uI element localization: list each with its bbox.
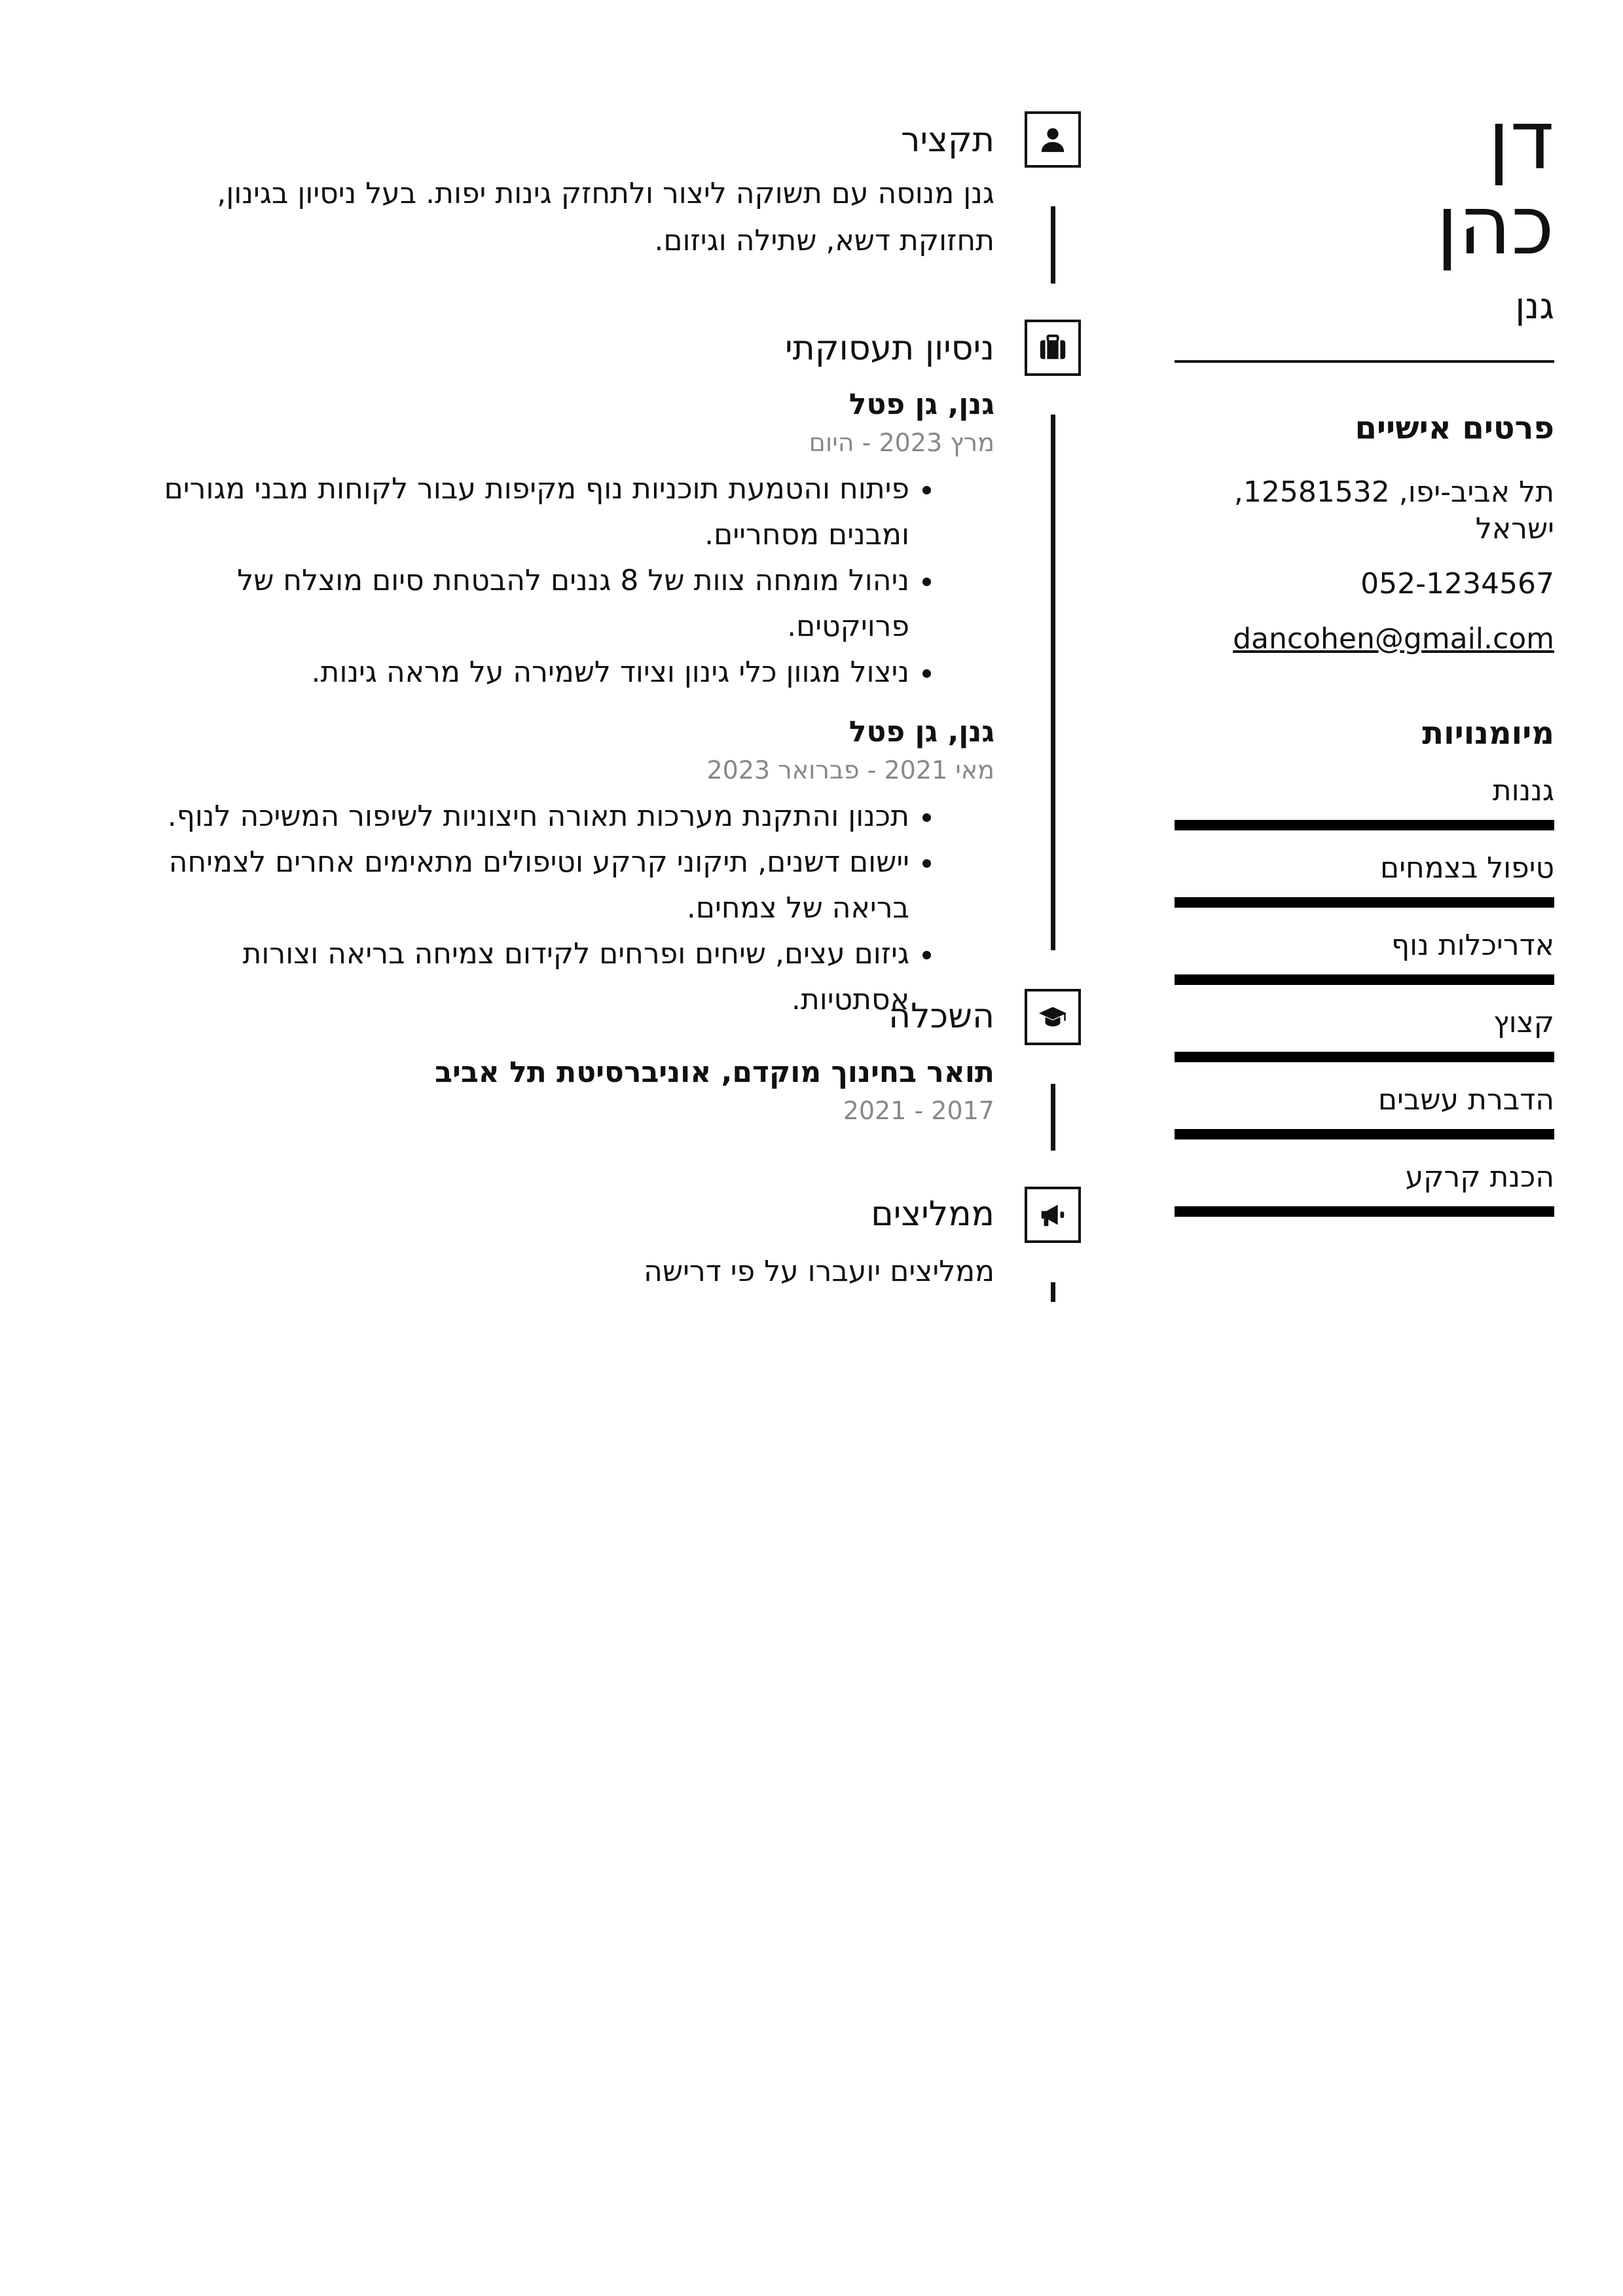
timeline-line bbox=[1051, 1084, 1055, 1151]
job-dates: מאי 2021 - פברואר 2023 bbox=[706, 756, 994, 785]
skill-level-bar bbox=[1175, 820, 1554, 830]
job-title-employer: גנן, גן פטל bbox=[848, 715, 994, 749]
skill-item bbox=[1175, 1005, 1554, 1062]
bullet-item: • יישום דשנים, תיקוני קרקע וטיפולים מתאימים אחרים לצמיחה בריאה של צמחים. bbox=[143, 840, 909, 931]
experience-heading: ניסיון תעסוקתי bbox=[784, 329, 994, 368]
skill-item bbox=[1175, 850, 1554, 908]
job-entry bbox=[143, 386, 994, 695]
timeline-line bbox=[1051, 206, 1055, 284]
skill-item bbox=[1175, 1082, 1554, 1139]
skill-item bbox=[1175, 927, 1554, 985]
summary-heading: תקציר bbox=[901, 120, 994, 160]
skill-label: טיפול בצמחים bbox=[1379, 851, 1554, 885]
experience-section bbox=[143, 327, 994, 1023]
skill-label: הדברת עשבים bbox=[1377, 1083, 1554, 1117]
phone: 052-1234567 bbox=[1360, 567, 1554, 601]
skills-list bbox=[1175, 773, 1554, 1217]
job-entry bbox=[143, 714, 994, 1023]
timeline-line bbox=[1051, 1282, 1055, 1302]
summary-text: גנן מנוסה עם תשוקה ליצור ולתחזק גינות יפות. בעל ניסיון בגינון, תחזוקת דשא, שתילה וגיזום. bbox=[217, 177, 994, 257]
email-text[interactable]: dancohen@gmail.com bbox=[1233, 622, 1554, 656]
education-dates: 2017 - 2021 bbox=[843, 1096, 994, 1125]
skill-item bbox=[1175, 1159, 1554, 1217]
skill-level-bar bbox=[1175, 974, 1554, 985]
job-dates: מרץ 2023 - היום bbox=[809, 428, 994, 457]
email-link[interactable] bbox=[1175, 621, 1554, 657]
education-heading: השכלה bbox=[888, 997, 994, 1036]
skill-label: גננות bbox=[1492, 774, 1554, 807]
graduation-cap-icon bbox=[1025, 989, 1081, 1045]
summary-section bbox=[143, 119, 994, 265]
references-text: ממליצים יועברו על פי דרישה bbox=[644, 1255, 994, 1288]
degree: תואר בחינוך מוקדם, אוניברסיטת תל אביב bbox=[435, 1056, 994, 1089]
megaphone-icon bbox=[1025, 1187, 1081, 1243]
bullet-item: • תכנון והתקנת מערכות תאורה חיצוניות לשיפור המשיכה לנוף. bbox=[143, 794, 909, 840]
skill-level-bar bbox=[1175, 1129, 1554, 1139]
skill-level-bar bbox=[1175, 897, 1554, 908]
skill-item bbox=[1175, 773, 1554, 830]
bullet-item: • ניצול מגוון כלי גינון וציוד לשמירה על מראה גינות. bbox=[143, 650, 909, 695]
references-heading: ממליצים bbox=[871, 1194, 994, 1234]
job-title: גנן bbox=[1515, 285, 1554, 327]
briefcase-icon bbox=[1025, 320, 1081, 376]
skill-level-bar bbox=[1175, 1052, 1554, 1062]
references-section bbox=[143, 1193, 994, 1295]
skill-label: הכנת קרקע bbox=[1405, 1160, 1554, 1194]
header-divider bbox=[1175, 360, 1554, 363]
bullet-item: • גיזום עצים, שיחים ופרחים לקידום צמיחה בריאה וצורות אסתטיות. bbox=[143, 931, 909, 1023]
job-bullets bbox=[143, 466, 994, 695]
skills-heading: מיומנויות bbox=[1422, 715, 1554, 752]
bullet-item: • ניהול מומחה צוות של 8 גננים להבטחת סיום מוצלח של פרויקטים. bbox=[143, 558, 909, 650]
skill-label: קצוץ bbox=[1493, 1006, 1554, 1039]
candidate-name bbox=[1175, 94, 1554, 273]
personal-details-heading: פרטים אישיים bbox=[1355, 410, 1554, 447]
timeline-line bbox=[1051, 415, 1055, 950]
skill-level-bar bbox=[1175, 1206, 1554, 1217]
skill-label: אדריכלות נוף bbox=[1391, 929, 1554, 962]
job-bullets bbox=[143, 794, 994, 1023]
job-title-employer: גנן, גן פטל bbox=[848, 388, 994, 421]
first-name: דן bbox=[1487, 94, 1554, 188]
person-icon bbox=[1025, 111, 1081, 168]
sidebar bbox=[1175, 94, 1554, 1217]
education-section bbox=[143, 995, 994, 1126]
address: תל אביב-יפו, 12581532, ישראל bbox=[1233, 475, 1554, 546]
bullet-item: • פיתוח והטמעת תוכניות נוף מקיפות עבור לקוחות מבני מגורים ומבנים מסחריים. bbox=[143, 466, 909, 558]
last-name: כהן bbox=[1436, 179, 1554, 273]
